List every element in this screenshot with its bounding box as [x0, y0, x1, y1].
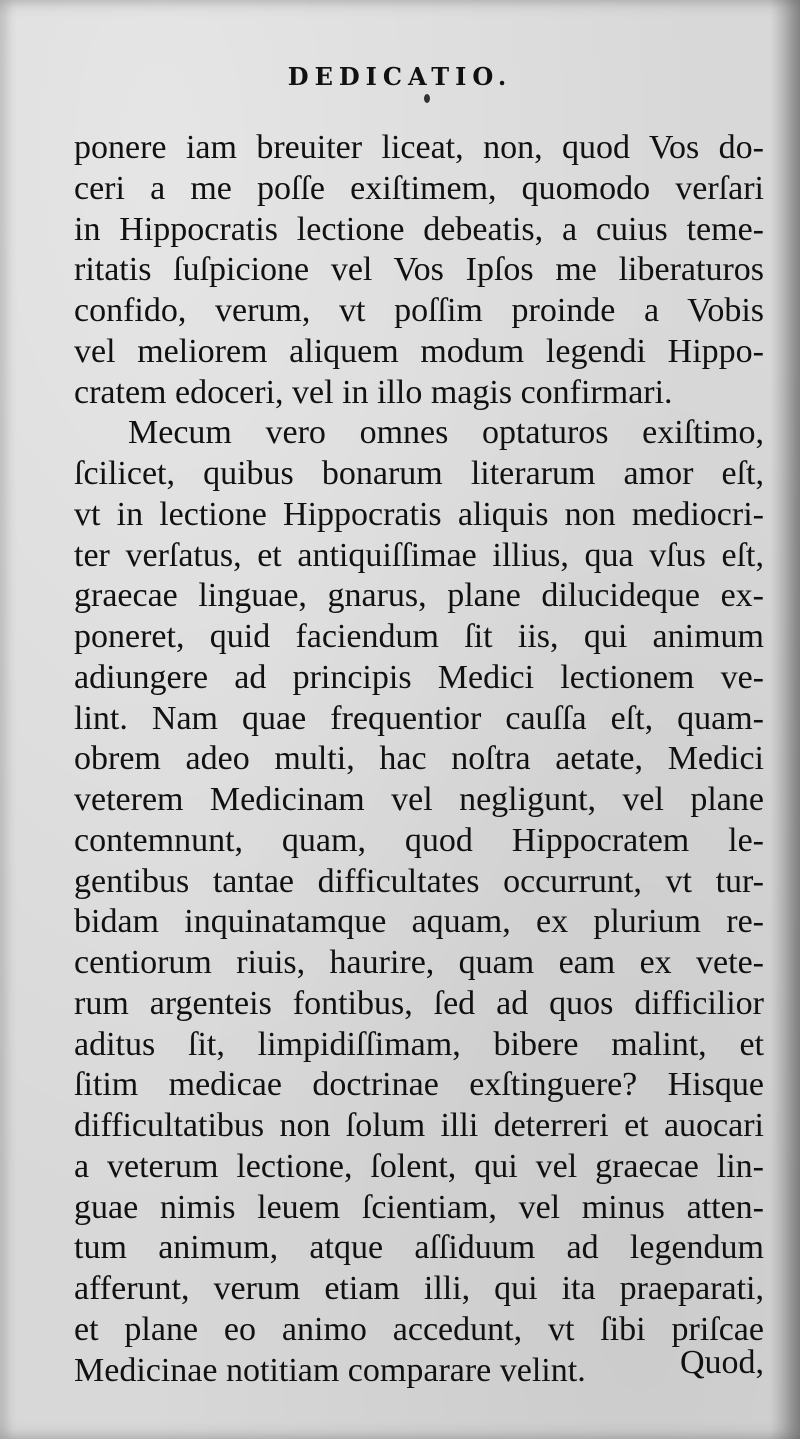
- text-line: Mecum vero omnes optaturos exiſtimo,: [128, 414, 764, 452]
- text-line: poneret, quid faciendum ſit iis, qui animum: [74, 618, 764, 655]
- text-line: rum argenteis fontibus, ſed ad quos difficilior: [74, 984, 764, 1022]
- page-gutter-shadow: [770, 0, 800, 1439]
- text-line: bidam inquinatamque aquam, ex plurium re-: [74, 903, 764, 941]
- text-line: in Hippocratis lectione debeatis, a cuius teme-: [74, 210, 764, 248]
- text-line: ceri a me poſſe exiſtimem, quomodo verſari: [74, 169, 764, 207]
- catchword: Quod,: [679, 1344, 764, 1381]
- text-line: Medicinae notitiam comparare velint.: [74, 1351, 586, 1389]
- text-line: afferunt, verum etiam illi, qui ita praeparati,: [74, 1270, 764, 1307]
- text-line: ſitim medicae doctrinae exſtinguere? Hisque: [74, 1066, 764, 1104]
- text-line: graecae linguae, gnarus, plane dilucideque ex-: [74, 577, 764, 615]
- text-line: veterem Medicinam vel negligunt, vel plane: [74, 781, 764, 818]
- text-line: aditus ſit, limpidiſſimam, bibere malint, et: [74, 1025, 764, 1063]
- text-line: a veterum lectione, ſolent, qui vel graecae lin-: [74, 1147, 764, 1185]
- text-line: adiungere ad principis Medici lectionem ve-: [74, 658, 764, 696]
- text-line: vel meliorem aliquem modum legendi Hippo-: [74, 332, 764, 370]
- text-line: et plane eo animo accedunt, vt ſibi priſcae: [74, 1310, 764, 1348]
- running-title: DEDICATIO.: [287, 62, 513, 91]
- text-line: obrem adeo multi, hac noſtra aetate, Medici: [74, 740, 764, 778]
- text-line: ponere iam breuiter liceat, non, quod Vos do-: [74, 129, 764, 166]
- body-text: [74, 128, 764, 1391]
- text-line: confido, verum, vt poſſim proinde a Vobis: [74, 292, 764, 329]
- text-line: vt in lectione Hippocratis aliquis non mediocri-: [74, 495, 764, 533]
- text-line: difficultatibus non ſolum illi deterreri et auocari: [74, 1107, 764, 1144]
- text-line: ſcilicet, quibus bonarum literarum amor eſt,: [74, 455, 764, 492]
- text-line: lint. Nam quae frequentior cauſſa eſt, quam-: [74, 699, 764, 737]
- text-line: cratem edoceri, vel in illo magis confirmari.: [74, 373, 673, 411]
- text-line: centiorum riuis, haurire, quam eam ex vete-: [74, 944, 764, 981]
- ink-speck: [424, 94, 430, 103]
- text-line: gentibus tantae difficultates occurrunt, vt tur-: [74, 862, 764, 900]
- text-line: guae nimis leuem ſcientiam, vel minus atten-: [74, 1188, 764, 1226]
- text-line: tum animum, atque aſſiduum ad legendum: [74, 1229, 764, 1267]
- text-line: ter verſatus, et antiquiſſimae illius, qua vſus eſt,: [74, 536, 764, 574]
- text-line: contemnunt, quam, quod Hippocratem le-: [74, 821, 764, 859]
- text-line: ritatis ſuſpicione vel Vos Ipſos me liberaturos: [74, 251, 764, 289]
